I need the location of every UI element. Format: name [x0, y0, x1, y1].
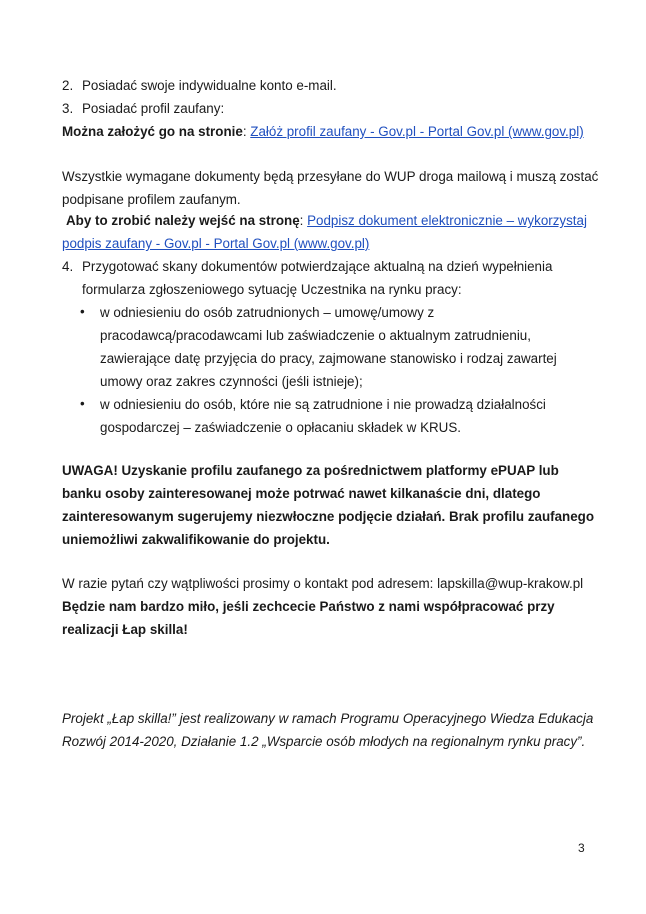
- documents-paragraph-line-1: Wszystkie wymagane dokumenty będą przesyłane do WUP droga mailową i muszą zostać: [62, 169, 599, 184]
- bullet-2-line-1: w odniesieniu do osób, które nie są zatrudnione i nie prowadzą działalności: [100, 397, 546, 412]
- bullet-1-line-3: zawierające datę przyjęcia do pracy, zajmowane stanowisko i rodzaj zawartej: [100, 351, 557, 366]
- bullet-1-line-4: umowy oraz zakres czynności (jeśli istnieje);: [100, 374, 363, 389]
- page-number: 3: [578, 841, 585, 855]
- list-item-text: Posiadać profil zaufany:: [82, 101, 225, 116]
- separator: :: [299, 213, 308, 228]
- sign-document-link-continued: [62, 235, 369, 253]
- sign-document-label: Aby to zrobić należy wejść na stronę: [66, 213, 300, 228]
- footer-note-line-1: Projekt „Łap skilla!” jest realizowany w ramach Programu Operacyjnego Wiedza Edukacja: [62, 711, 594, 726]
- bullet-1-line-1: w odniesieniu do osób zatrudnionych – umowę/umowy z: [100, 305, 435, 320]
- bullet-glyph: •: [80, 396, 85, 411]
- contact-line-1: W razie pytań czy wątpliwości prosimy o kontakt pod adresem: lapskilla@wup-krakow.pl: [62, 576, 584, 591]
- warning-line-4: uniemożliwi zakwalifikowanie do projektu.: [62, 532, 330, 547]
- footer-note-line-2: Rozwój 2014-2020, Działanie 1.2 „Wsparcie osób młodych na regionalnym rynku pracy”.: [62, 734, 586, 749]
- warning-line-1: UWAGA! Uzyskanie profilu zaufanego za pośrednictwem platformy ePUAP lub: [62, 463, 559, 478]
- warning-line-3: zainteresowanym sugerujemy niezwłoczne podjęcie działań. Brak profilu zaufanego: [62, 509, 595, 524]
- separator: :: [242, 124, 251, 139]
- list-number: 4.: [62, 259, 74, 274]
- list-item-3: [62, 100, 224, 118]
- documents-paragraph-line-2: podpisane profilem zaufanym.: [62, 192, 241, 207]
- list-item-text: Przygotować skany dokumentów potwierdzające aktualną na dzień wypełnienia: [82, 259, 553, 274]
- profile-zaufany-link[interactable]: Załóż profil zaufany - Gov.pl - Portal Gov.pl (www.gov.pl): [250, 124, 584, 139]
- sign-document-link[interactable]: Podpisz dokument elektronicznie – wykorzystaj: [307, 213, 587, 228]
- bullet-2-line-2: gospodarczej – zaświadczenie o opłacaniu składek w KRUS.: [100, 420, 461, 435]
- bullet-glyph: •: [80, 304, 85, 319]
- bullet-1-line-2: pracodawcą/pracodawcami lub zaświadczenie o aktualnym zatrudnieniu,: [100, 328, 531, 343]
- warning-line-2: banku osoby zainteresowanej może potrwać nawet kilkanaście dni, dlatego: [62, 486, 541, 501]
- list-number: 2.: [62, 78, 74, 93]
- list-item-2: [62, 77, 337, 95]
- sign-document-link-line-2[interactable]: podpis zaufany - Gov.pl - Portal Gov.pl (www.gov.pl): [62, 236, 370, 251]
- contact-line-2: Będzie nam bardzo miło, jeśli zechcecie Państwo z nami współpracować przy: [62, 599, 555, 614]
- list-item-4: [62, 258, 552, 276]
- sign-document-row: [66, 212, 587, 230]
- profile-link-label: Można założyć go na stronie: [62, 124, 243, 139]
- profile-link-row: [62, 123, 584, 141]
- list-item-text: Posiadać swoje indywidualne konto e-mail.: [82, 78, 337, 93]
- contact-line-3: realizacji Łap skilla!: [62, 622, 188, 637]
- list-number: 3.: [62, 101, 74, 116]
- list-item-4-line-2: formularza zgłoszeniowego sytuację Uczestnika na rynku pracy:: [82, 282, 462, 297]
